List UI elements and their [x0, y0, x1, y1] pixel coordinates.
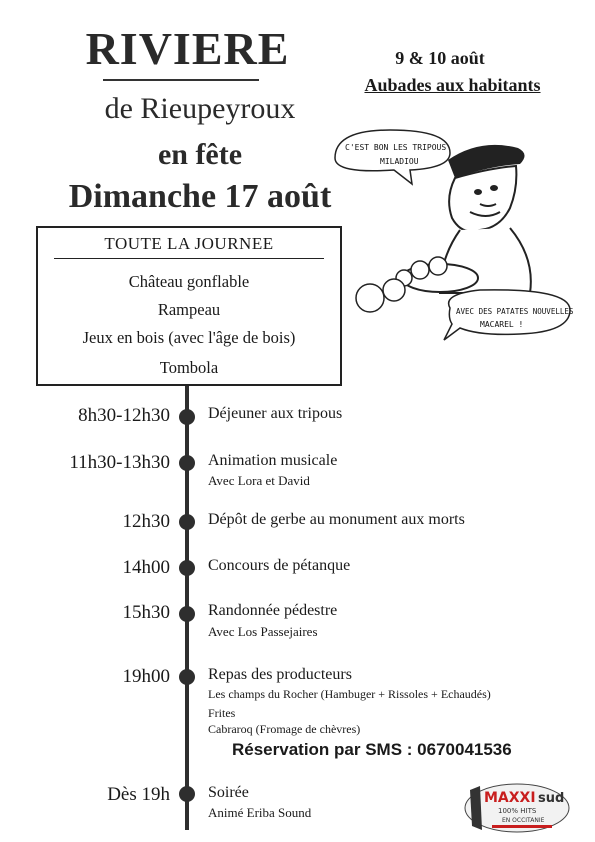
timeline-dot — [179, 514, 195, 530]
event-time: 12h30 — [122, 511, 170, 532]
event-time: 11h30-13h30 — [69, 452, 170, 473]
all-day-box — [36, 226, 342, 386]
bubble2-text-b: MACAREL ! — [480, 320, 524, 329]
timeline-dot — [179, 409, 195, 425]
all-day-heading: TOUTE LA JOURNEE — [104, 234, 274, 253]
event-title: Concours de pétanque — [208, 557, 351, 574]
event-time: 8h30-12h30 — [78, 405, 170, 426]
event-title: Repas des producteurs — [208, 666, 352, 683]
all-day-item: Rampeau — [157, 300, 221, 319]
all-day-item: Château gonflable — [128, 272, 250, 291]
event-subtitle: Frites — [208, 706, 236, 720]
bubble1-text-a: C'EST BON LES TRIPOUS — [345, 143, 447, 152]
logo-brand: MAXXI — [484, 790, 536, 806]
aubades-dates: 9 & 10 août — [395, 48, 485, 68]
event-subtitle: Les champs du Rocher (Hambuger + Rissoles + Echaudés) — [208, 687, 491, 701]
event-title: Randonnée pédestre — [208, 602, 338, 619]
logo-tagline: 100% HITS — [498, 807, 537, 815]
event-subtitle: Avec Los Passejaires — [208, 624, 318, 639]
subtitle-place: de Rieupeyroux — [104, 92, 296, 125]
bubble1-text-b: MILADIOU — [380, 157, 419, 166]
maxxi-sud-logo — [462, 778, 572, 834]
logo-tagline-2: EN OCCITANIE — [502, 817, 545, 824]
title-underline — [103, 79, 259, 81]
reservation-text: Réservation par SMS : 0670041536 — [232, 740, 512, 759]
cartoon-illustration — [330, 108, 575, 358]
timeline-dot — [179, 606, 195, 622]
event-time: 15h30 — [122, 602, 170, 623]
aubades-title: Aubades aux habitants — [364, 75, 541, 95]
all-day-divider — [54, 258, 324, 259]
page-title: RIVIERE — [85, 23, 290, 74]
subtitle-fete: en fête — [157, 138, 243, 171]
event-subtitle: Avec Lora et David — [208, 473, 310, 488]
event-title: Déjeuner aux tripous — [208, 405, 343, 422]
event-time: Dès 19h — [107, 784, 170, 805]
all-day-item: Tombola — [159, 358, 219, 377]
event-subtitle: Animé Eriba Sound — [208, 805, 312, 820]
all-day-item: Jeux en bois (avec l'âge de bois) — [82, 328, 296, 347]
timeline-dot — [179, 455, 195, 471]
event-title: Soirée — [208, 784, 249, 801]
event-title: Dépôt de gerbe au monument aux morts — [208, 511, 465, 528]
bubble2-text-a: AVEC DES PATATES NOUVELLES — [456, 307, 574, 316]
event-subtitle: Cabraroq (Fromage de chèvres) — [208, 722, 361, 736]
event-title: Animation musicale — [208, 452, 338, 469]
event-date: Dimanche 17 août — [68, 178, 332, 215]
logo-brand-2: sud — [538, 791, 565, 806]
timeline-dot — [179, 786, 195, 802]
event-time: 19h00 — [122, 666, 170, 687]
timeline-dot — [179, 669, 195, 685]
event-time: 14h00 — [122, 557, 170, 578]
timeline-dot — [179, 560, 195, 576]
